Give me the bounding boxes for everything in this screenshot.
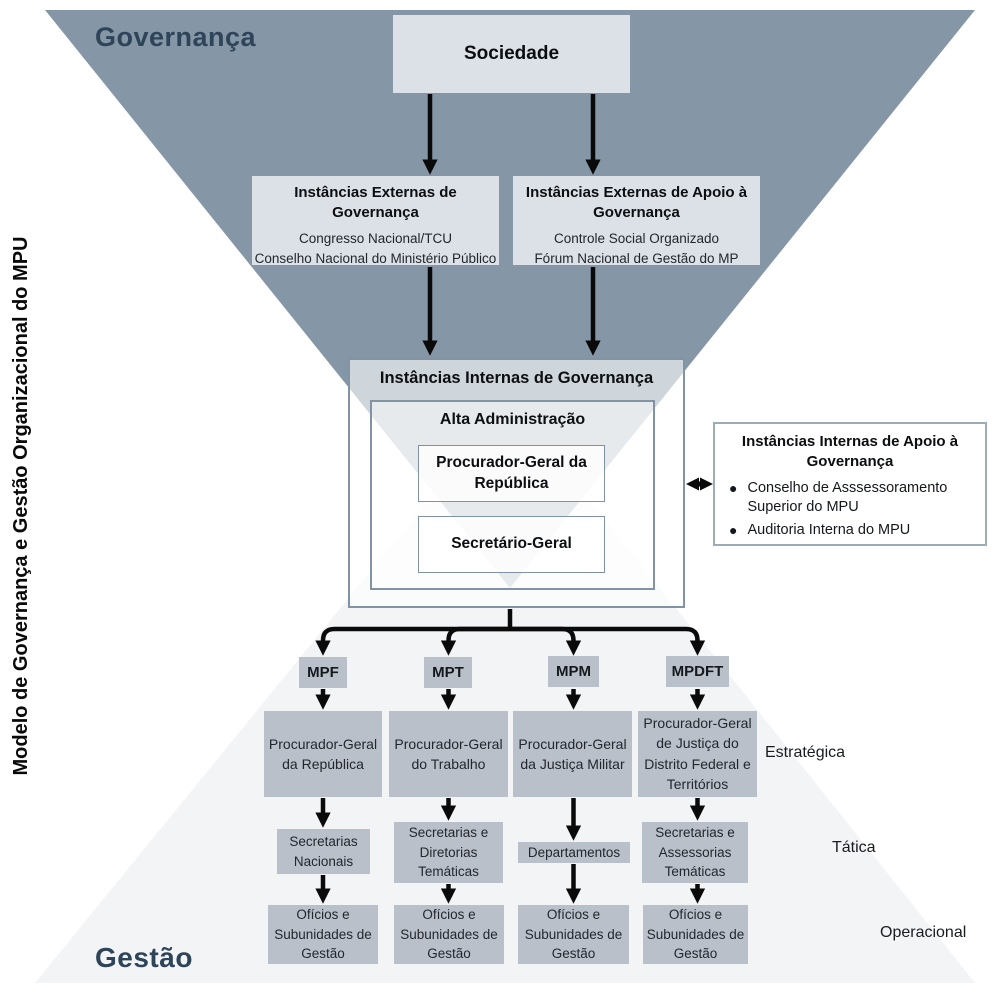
procurador-geral-republica-box: Procurador-Geral da República [418, 445, 605, 502]
external-governance-title: Instâncias Externas de Governança [294, 184, 457, 222]
external-support-title: Instâncias Externas de Apoio à Governança [525, 184, 748, 222]
branch-code-mpt: MPT [424, 657, 472, 688]
management-zone-heading: Gestão [95, 942, 193, 973]
external-governance-box [252, 176, 499, 265]
mpt-head-box: Procurador-Geral do Trabalho [389, 711, 508, 797]
branch-code-mpdft: MPDFT [666, 656, 729, 687]
branch-code-mpm: MPM [548, 656, 599, 687]
bullet-icon: ● [729, 521, 738, 538]
level-label-tatica: Tática [832, 839, 876, 856]
external-governance-items [252, 229, 499, 271]
branch-code-mpf: MPF [299, 657, 347, 688]
mpm-mid-box: Departamentos [518, 842, 630, 863]
bullet-icon: ● [729, 479, 738, 496]
mpdft-head-box: Procurador-Geral de Justiça do Distrito Federal e Territórios [638, 711, 757, 797]
external-support-item: Controle Social Organizado [553, 230, 720, 246]
mpt-bottom-box: Ofícios e Subunidades de Gestão [394, 905, 504, 964]
sociedade-box: Sociedade [393, 15, 630, 93]
mpm-bottom-box: Ofícios e Subunidades de Gestão [518, 905, 629, 964]
governance-zone-heading: Governança [95, 22, 257, 52]
external-support-items [513, 229, 760, 271]
internal-support-title: Instâncias Internas de Apoio à Governança [741, 433, 959, 471]
external-governance-item: Congresso Nacional/TCU [298, 230, 453, 246]
double-arrow-icon [686, 478, 713, 491]
alta-administracao-title: Alta Administração [439, 411, 586, 428]
mpf-bottom-box: Ofícios e Subunidades de Gestão [268, 905, 378, 964]
level-label-estrategica: Estratégica [765, 744, 846, 761]
external-support-box [513, 176, 760, 265]
external-governance-item: Conselho Nacional do Ministério Público [254, 251, 497, 267]
internal-support-item: ● Conselho de Asssessoramento Superior do MPU [729, 479, 948, 516]
external-support-item: Fórum Nacional de Gestão do MP [534, 251, 739, 267]
mpm-head-box: Procurador-Geral da Justiça Militar [513, 711, 632, 797]
side-title: Modelo de Governança e Gestão Organizacional do MPU [10, 236, 32, 776]
mpdft-bottom-box: Ofícios e Subunidades de Gestão [643, 905, 748, 964]
mpt-mid-box: Secretarias e Diretorias Temáticas [394, 822, 503, 883]
internal-support-box [713, 422, 987, 546]
mpf-mid-box: Secretarias Nacionais [277, 829, 370, 874]
mpf-head-box: Procurador-Geral da República [264, 711, 382, 797]
internal-support-item: ● Auditoria Interna do MPU [729, 521, 911, 538]
level-label-operacional: Operacional [880, 924, 967, 941]
internal-governance-title: Instâncias Internas de Governança [379, 369, 654, 387]
mpdft-mid-box: Secretarias e Assessorias Temáticas [642, 822, 748, 883]
secretario-geral-box: Secretário-Geral [418, 516, 605, 573]
